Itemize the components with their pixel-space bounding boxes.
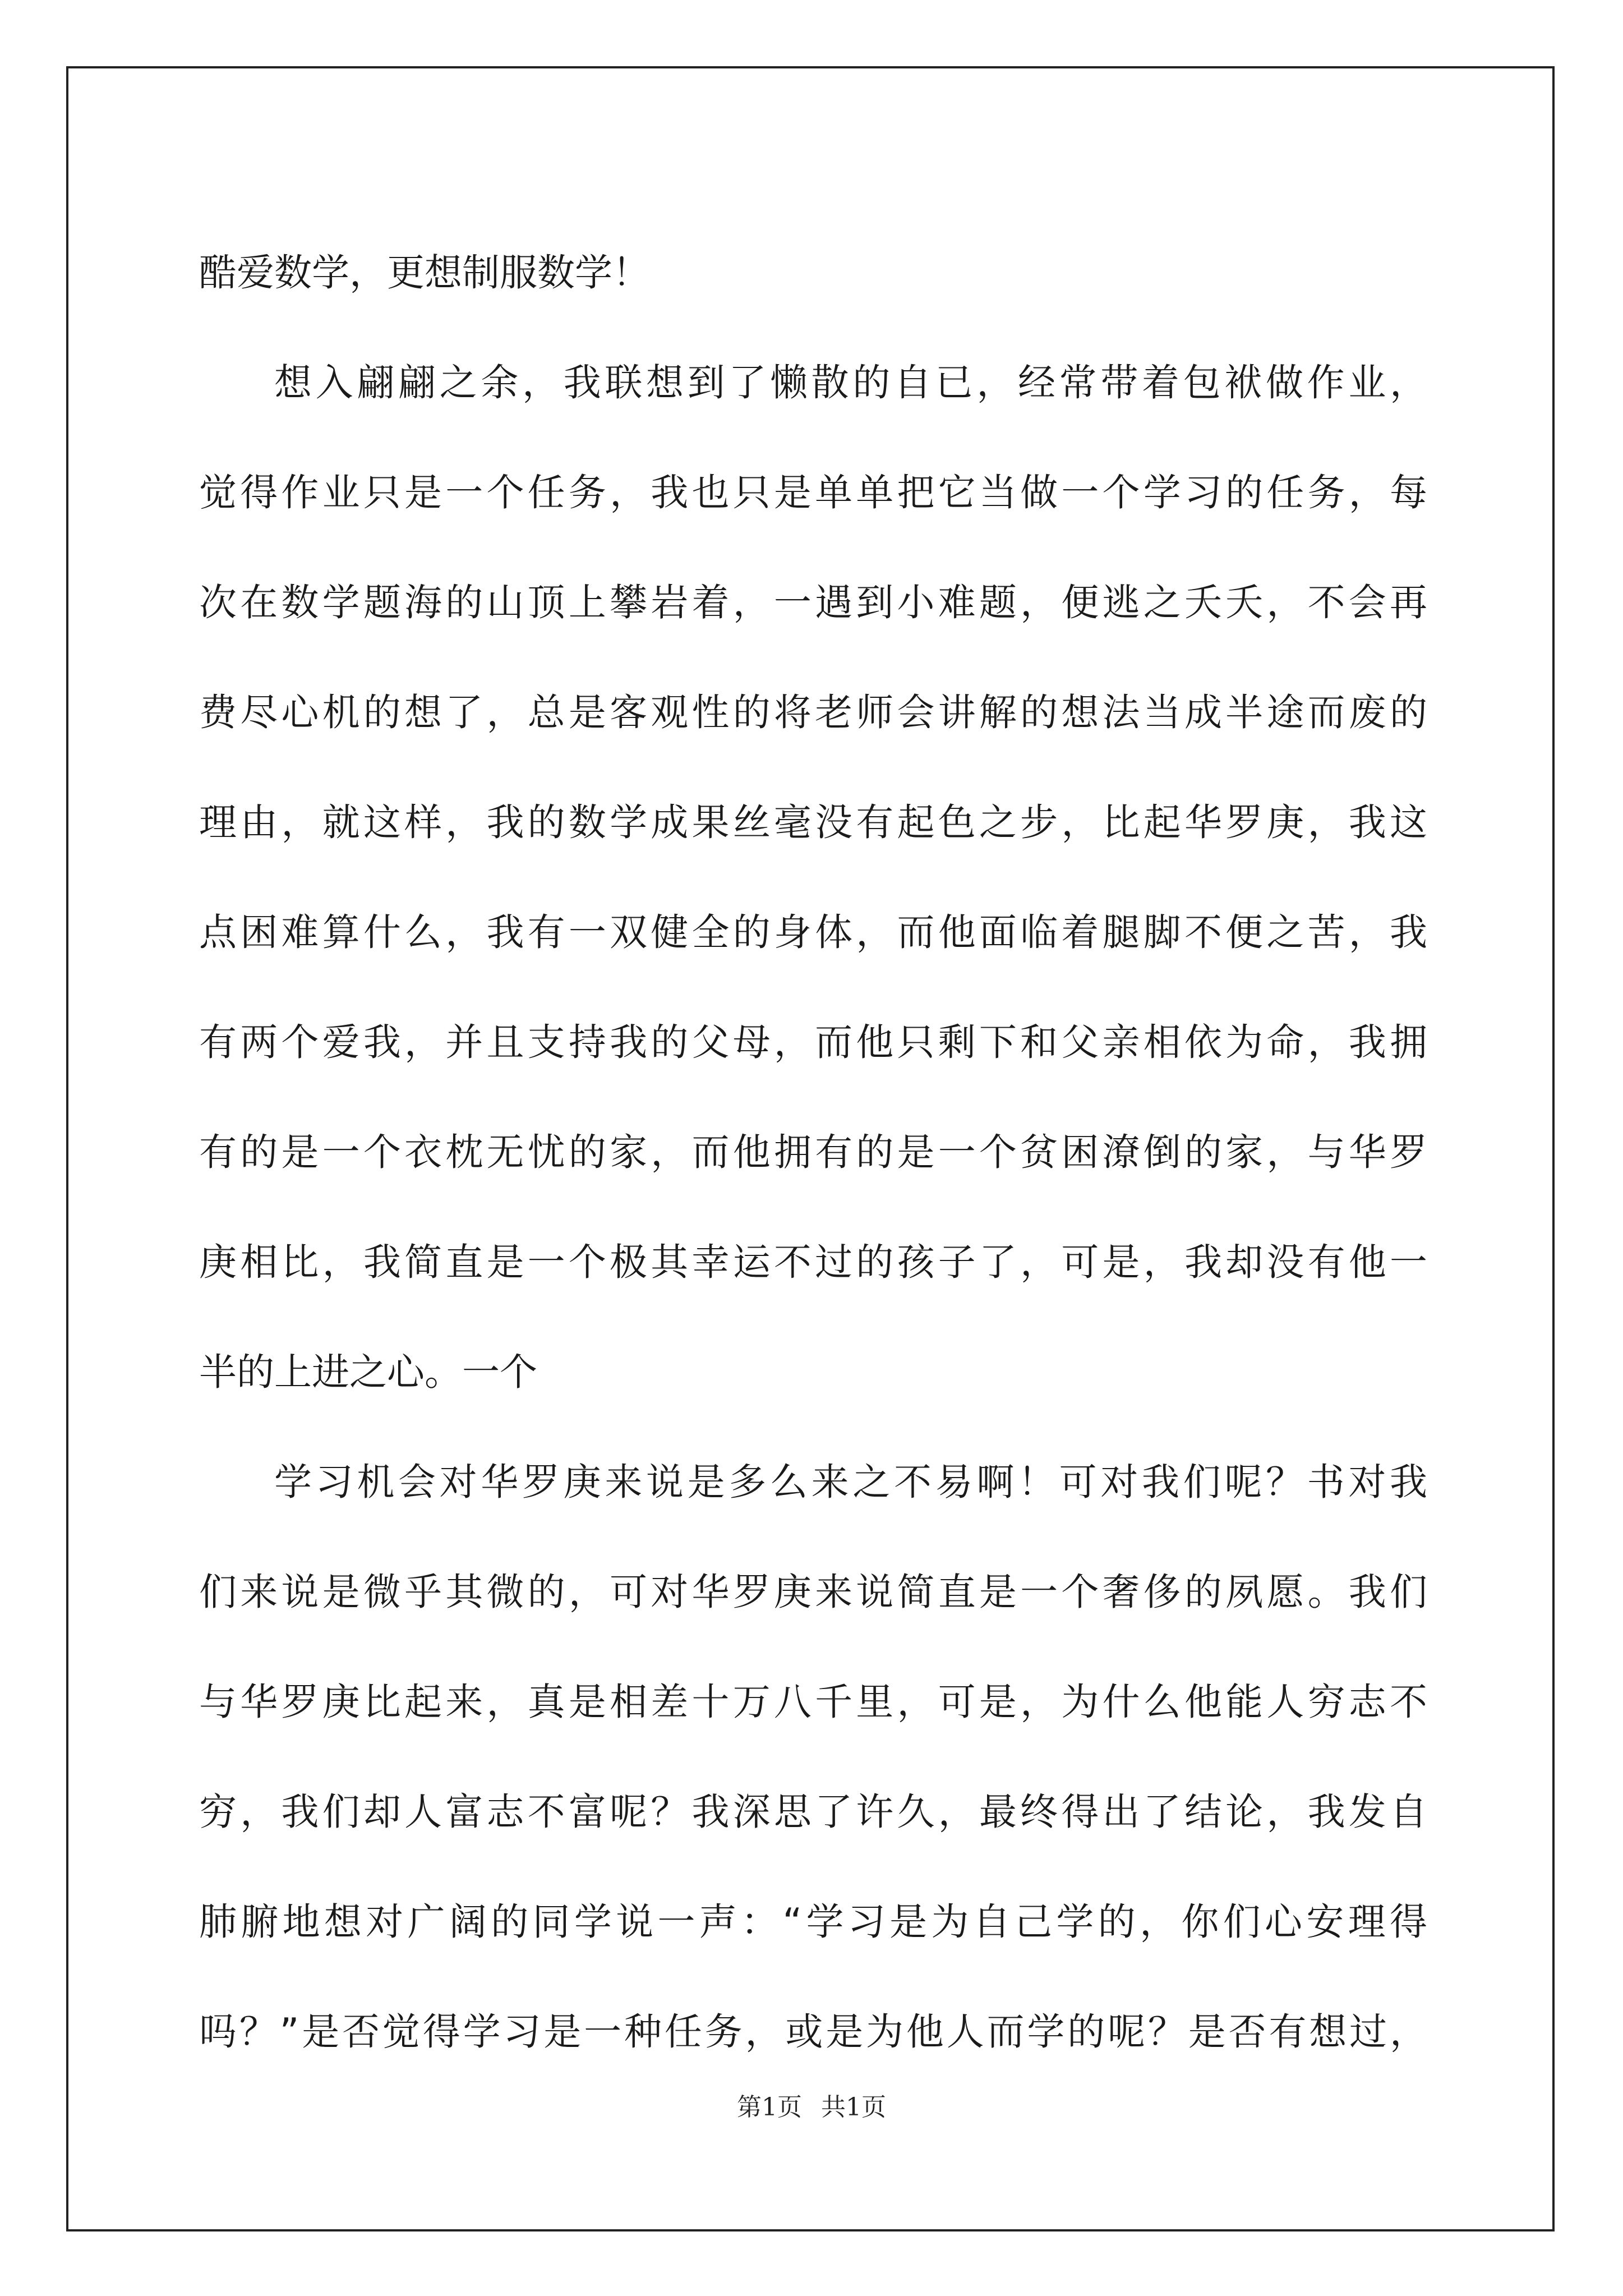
text-line: 理由，就这样，我的数学成果丝毫没有起色之步，比起华罗庚，我这: [199, 800, 1427, 844]
text-line: 想入翩翩之余，我联想到了懒散的自已，经常带着包袱做作业，: [274, 361, 1427, 404]
text-line: 们来说是微乎其微的，可对华罗庚来说简直是一个奢侈的夙愿。我们: [199, 1570, 1427, 1614]
text-line: 觉得作业只是一个任务，我也只是单单把它当做一个学习的任务，每: [199, 471, 1427, 514]
page-total: 共1页: [821, 2093, 886, 2122]
text-line: 吗？”是否觉得学习是一种任务，或是为他人而学的呢？是否有想过，: [199, 2010, 1427, 2054]
text-line: 酷爱数学，更想制服数学！: [199, 251, 650, 295]
text-line: 庚相比，我简直是一个极其幸运不过的孩子了，可是，我却没有他一: [199, 1240, 1427, 1284]
page-number: 第1页: [737, 2093, 802, 2122]
text-line: 穷，我们却人富志不富呢？我深思了许久，最终得出了结论，我发自: [199, 1790, 1427, 1834]
text-line: 次在数学题海的山顶上攀岩着，一遇到小难题，便逃之夭夭，不会再: [199, 581, 1427, 624]
text-line: 有两个爱我，并且支持我的父母，而他只剩下和父亲相依为命，我拥: [199, 1020, 1427, 1064]
page-footer: [0, 2087, 1623, 2123]
text-line: 肺腑地想对广阔的同学说一声：“学习是为自己学的，你们心安理得: [199, 1900, 1427, 1944]
text-line: 点困难算什么，我有一双健全的身体，而他面临着腿脚不便之苦，我: [199, 910, 1427, 954]
text-line: 费尽心机的想了，总是客观性的将老师会讲解的想法当成半途而废的: [199, 691, 1427, 734]
text-line: 与华罗庚比起来，真是相差十万八千里，可是，为什么他能人穷志不: [199, 1680, 1427, 1724]
document-body: [199, 218, 1427, 2087]
text-line: 有的是一个衣枕无忧的家，而他拥有的是一个贫困潦倒的家，与华罗: [199, 1130, 1427, 1174]
text-line: 学习机会对华罗庚来说是多么来之不易啊！可对我们呢？书对我: [274, 1460, 1427, 1504]
text-line: 半的上进之心。一个: [199, 1350, 537, 1394]
